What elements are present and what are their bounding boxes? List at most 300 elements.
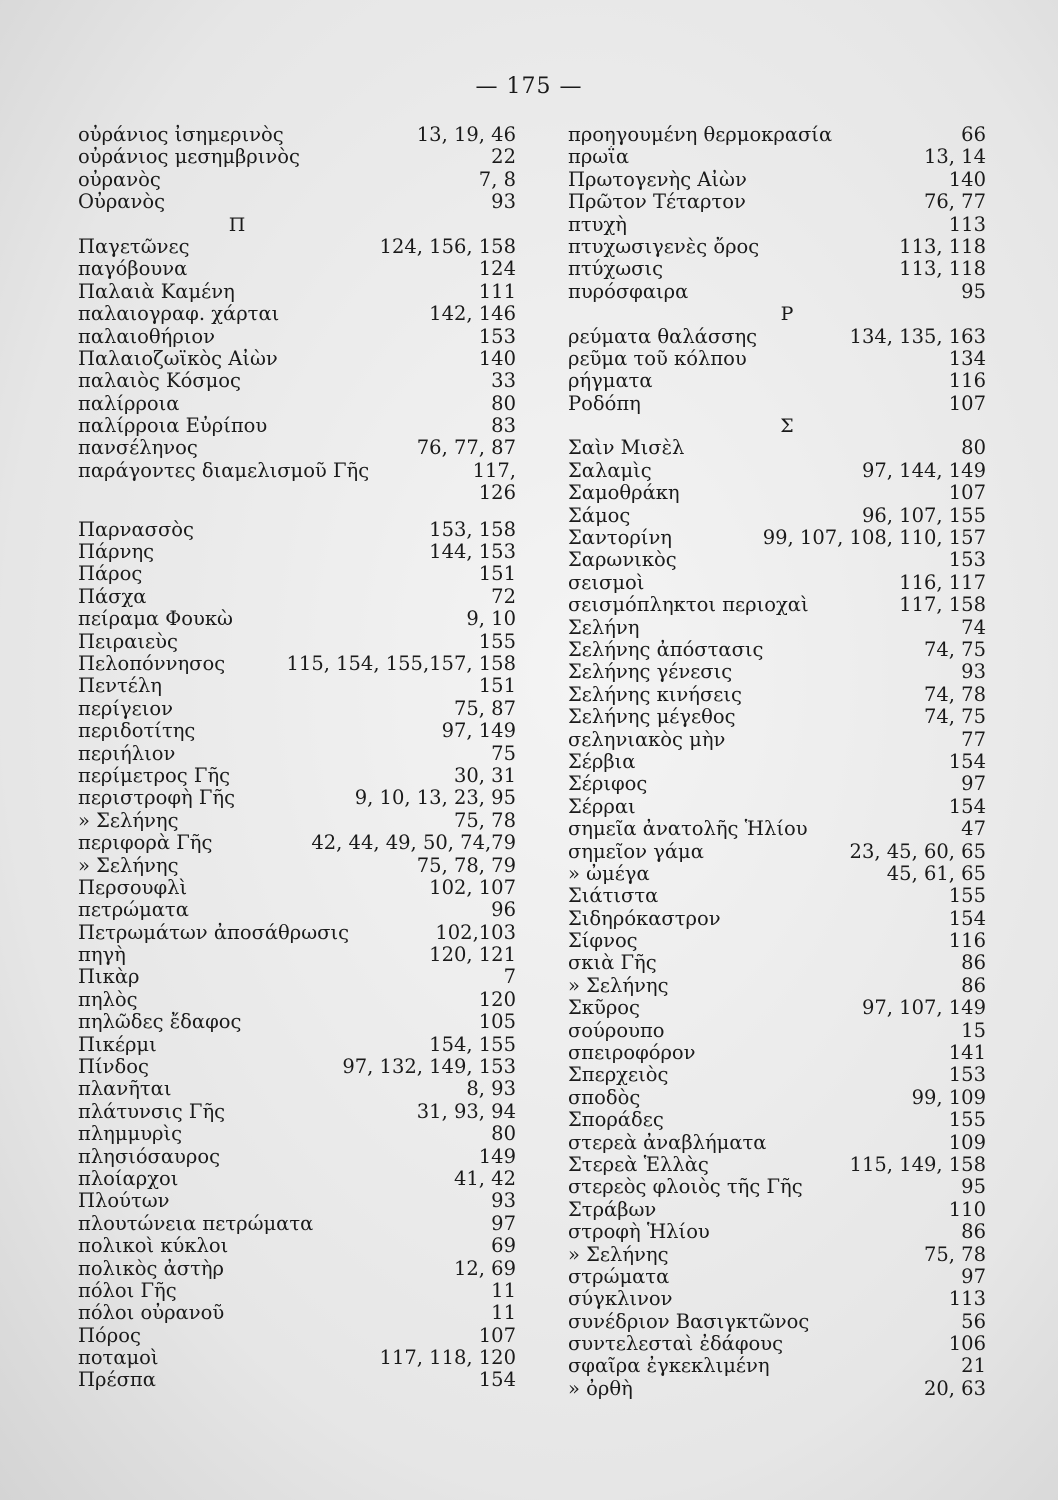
page-references: 107 <box>948 391 986 415</box>
index-entry <box>78 1235 516 1257</box>
index-term: Σιάτιστα <box>568 885 659 908</box>
index-term: σημεῖα ἀνατολῆς Ἡλίου <box>568 818 808 841</box>
index-term: Πρέσπα <box>78 1369 156 1392</box>
index-entry <box>568 1266 986 1288</box>
page-references: 105 <box>478 1010 516 1034</box>
index-entry <box>568 326 986 348</box>
page-references: 12, 69 <box>453 1256 516 1280</box>
page-references: 75, 87 <box>453 696 516 720</box>
index-entry <box>568 997 986 1019</box>
page-references: 134 <box>948 346 986 370</box>
index-term: πυρόσφαιρα <box>568 280 689 303</box>
page-references: 11 <box>491 1278 516 1302</box>
page-references: 120 <box>478 987 516 1011</box>
index-entry <box>78 1146 516 1168</box>
page-references: 86 <box>961 1220 986 1244</box>
page-references: 154 <box>948 906 986 930</box>
index-term: Πάρος <box>78 563 143 586</box>
index-entry <box>78 1325 516 1347</box>
index-term: παλαιογραφ. χάρται <box>78 303 280 326</box>
page-references: 33 <box>491 369 516 393</box>
page-references: 102,103 <box>435 920 516 944</box>
index-entry <box>568 1109 986 1131</box>
index-entry <box>78 541 516 563</box>
page-references: 9, 10, 13, 23, 95 <box>354 786 516 810</box>
index-column-left <box>78 124 516 1392</box>
page-references: 115, 149, 158 <box>849 1152 986 1176</box>
index-term: στερεὰ ἀναβλήματα <box>568 1131 767 1154</box>
page-references: 113 <box>948 1287 986 1311</box>
page-references: 47 <box>961 817 986 841</box>
index-entry <box>78 460 516 482</box>
index-term: Σίφνος <box>568 930 638 953</box>
page-references: 115, 154, 155,157, 158 <box>286 651 516 675</box>
index-term: περίμετρος Γῆς <box>78 764 231 787</box>
index-term: πλοίαρχοι <box>78 1167 179 1190</box>
page-references: 23, 45, 60, 65 <box>849 839 986 863</box>
page-references: 86 <box>961 973 986 997</box>
page-references: 113, 118 <box>899 257 986 281</box>
index-term: περίγειον <box>78 697 174 720</box>
index-term: πτυχὴ <box>568 213 627 236</box>
page-references: 97 <box>961 772 986 796</box>
page-references: 42, 44, 49, 50, 74,79 <box>311 831 516 855</box>
index-entry <box>78 124 516 146</box>
page-references: 11 <box>491 1301 516 1325</box>
index-term: οὐράνιος μεσημβρινὸς <box>78 146 300 169</box>
index-entry <box>568 169 986 191</box>
index-entry <box>78 258 516 280</box>
page-references: 117, 158 <box>899 593 986 617</box>
index-term: σύγκλινον <box>568 1288 673 1311</box>
index-entry <box>568 661 986 683</box>
index-term: σεληνιακὸς μὴν <box>568 728 726 751</box>
page-references: 9, 10 <box>466 607 516 631</box>
index-term: Πόρος <box>78 1324 141 1347</box>
page-references: 30, 31 <box>453 763 516 787</box>
index-entry <box>78 1280 516 1302</box>
page-references: 120, 121 <box>429 943 516 967</box>
index-term: » Σελήνης <box>568 1243 669 1266</box>
page-references: 80 <box>491 1122 516 1146</box>
page-references: 77 <box>961 727 986 751</box>
index-term: Σαρωνικὸς <box>568 549 677 572</box>
page-references: 20, 63 <box>923 1376 986 1400</box>
page-references: 144, 153 <box>429 540 516 564</box>
page-references: 80 <box>491 391 516 415</box>
index-term: Σάμος <box>568 504 631 527</box>
index-entry <box>568 841 986 863</box>
index-entry <box>78 653 516 675</box>
index-entry <box>78 326 516 348</box>
index-entry <box>78 437 516 459</box>
index-entry <box>78 743 516 765</box>
index-term: σημεῖον γάμα <box>568 840 704 863</box>
index-term: στερεὸς φλοιὸς τῆς Γῆς <box>568 1176 803 1199</box>
page-references: 113, 118 <box>899 234 986 258</box>
index-term: πανσέληνος <box>78 437 198 460</box>
index-entry <box>568 684 986 706</box>
index-entry <box>78 415 516 437</box>
index-entry <box>78 191 516 213</box>
index-entry <box>78 1078 516 1100</box>
page-references: 97, 132, 149, 153 <box>342 1055 516 1079</box>
index-term: σποδὸς <box>568 1086 641 1109</box>
index-column-right <box>568 124 986 1400</box>
page-references: 110 <box>948 1197 986 1221</box>
index-entry <box>568 617 986 639</box>
index-term: στροφὴ Ἡλίου <box>568 1221 710 1244</box>
index-term: πολικὸς ἀστὴρ <box>78 1257 225 1280</box>
index-entry <box>78 1190 516 1212</box>
page-number: — 175 — <box>475 74 583 99</box>
index-term: Σέρραι <box>568 795 636 818</box>
index-entry <box>568 527 986 549</box>
page-references: 7 <box>503 965 516 989</box>
page-references: 41, 42 <box>453 1166 516 1190</box>
index-term: οὐρανὸς <box>78 168 161 191</box>
index-term: Σαὶν Μισὲλ <box>568 437 685 460</box>
index-entry <box>568 1132 986 1154</box>
page-references: 22 <box>491 145 516 169</box>
index-entry <box>568 1378 986 1400</box>
page-references: 116, 117 <box>899 570 986 594</box>
page-references: 66 <box>961 123 986 146</box>
page-references: 83 <box>491 414 516 438</box>
index-entry <box>568 258 986 280</box>
index-term: Σαμοθράκη <box>568 482 680 505</box>
index-entry <box>568 1244 986 1266</box>
index-term: σεισμοὶ <box>568 571 645 594</box>
index-entry <box>78 281 516 303</box>
index-term: οὐράνιος ἰσημερινὸς <box>78 124 284 146</box>
index-term: Παλαιὰ Καμένη <box>78 280 235 303</box>
page-references: 93 <box>491 1189 516 1213</box>
index-entry <box>78 698 516 720</box>
index-term: σούρουπο <box>568 1019 665 1042</box>
index-term: » ὠμέγα <box>568 862 650 885</box>
index-entry <box>568 885 986 907</box>
index-term: Σπερχειὸς <box>568 1064 669 1087</box>
index-entry <box>78 720 516 742</box>
page-references: 153 <box>478 324 516 348</box>
index-term: πολικοὶ κύκλοι <box>78 1235 229 1258</box>
index-entry <box>78 519 516 541</box>
index-term: σφαῖρα ἐγκεκλιμένη <box>568 1355 770 1378</box>
page-references: 154 <box>478 1368 516 1392</box>
index-entry <box>568 1087 986 1109</box>
index-entry <box>78 1011 516 1033</box>
page-references: 116 <box>948 369 986 393</box>
index-entry <box>78 1123 516 1145</box>
index-term: Παγετῶνες <box>78 235 190 258</box>
index-term: Σαντορίνη <box>568 527 672 550</box>
page-references: 96, 107, 155 <box>861 503 986 527</box>
page-references: 7, 8 <box>478 167 516 191</box>
index-term: παγόβουνα <box>78 258 188 281</box>
page-references: 76, 77, 87 <box>416 436 516 460</box>
page-references: 13, 14 <box>923 145 986 169</box>
index-entry <box>568 706 986 728</box>
index-term: πλημμυρὶς <box>78 1123 183 1146</box>
index-entry <box>568 549 986 571</box>
index-term: » ὀρθὴ <box>568 1377 633 1400</box>
page-references: 124, 156, 158 <box>379 234 516 258</box>
page-references: 21 <box>961 1354 986 1378</box>
section-letter: Ρ <box>780 303 794 326</box>
index-entry <box>78 832 516 854</box>
index-entry <box>568 1154 986 1176</box>
index-term: Περσουφλὶ <box>78 876 188 899</box>
page-references: 107 <box>948 481 986 505</box>
index-entry <box>78 1168 516 1190</box>
page-references: 126 <box>478 481 516 505</box>
page-references: 76, 77 <box>923 190 986 214</box>
index-term: Σελήνης κινήσεις <box>568 683 742 706</box>
page-references: 134, 135, 163 <box>849 324 986 348</box>
index-term: Σελήνης ἀπόστασις <box>568 638 764 661</box>
index-term: Πάσχα <box>78 585 147 608</box>
index-entry <box>568 214 986 236</box>
page-references: 8, 93 <box>466 1077 516 1101</box>
index-entry <box>568 505 986 527</box>
page-references: 97 <box>961 1264 986 1288</box>
page-references: 149 <box>478 1144 516 1168</box>
page-references: 75 <box>491 741 516 765</box>
index-term: Πίνδος <box>78 1056 149 1079</box>
index-term: στρώματα <box>568 1265 670 1288</box>
page-references: 97, 107, 149 <box>861 996 986 1020</box>
index-term: πόλοι Γῆς <box>78 1279 177 1302</box>
index-term: Σαλαμὶς <box>568 459 652 482</box>
page-references: 151 <box>478 674 516 698</box>
page-references: 56 <box>961 1309 986 1333</box>
index-term: παλίρροια Εὐρίπου <box>78 415 268 438</box>
index-entry <box>568 1042 986 1064</box>
page-references: 117, 118, 120 <box>379 1346 516 1370</box>
page-references: 75, 78, 79 <box>416 853 516 877</box>
page-references: 155 <box>948 1108 986 1132</box>
index-term: περιήλιον <box>78 742 176 765</box>
page-references: 13, 19, 46 <box>416 123 516 146</box>
index-entry <box>568 751 986 773</box>
page-references: 74 <box>961 615 986 639</box>
index-term: πείραμα Φουκὼ <box>78 608 233 631</box>
index-entry <box>568 191 986 213</box>
index-entry <box>78 966 516 988</box>
index-entry <box>568 594 986 616</box>
index-term: Στράβων <box>568 1198 657 1221</box>
index-term: Πικὰρ <box>78 966 140 989</box>
index-term: πηλὸς <box>78 988 138 1011</box>
index-term: πλάτυνσις Γῆς <box>78 1100 226 1123</box>
index-entry <box>78 586 516 608</box>
page-references: 102, 107 <box>429 875 516 899</box>
index-term: Σέρβια <box>568 750 636 773</box>
index-entry <box>78 899 516 921</box>
page-references: 80 <box>961 436 986 460</box>
index-entry <box>78 1258 516 1280</box>
page-references: 45, 61, 65 <box>886 861 986 885</box>
page-references: 106 <box>948 1332 986 1356</box>
index-entry <box>568 124 986 146</box>
index-entry <box>78 810 516 832</box>
page-references: 142, 146 <box>429 302 516 326</box>
index-term: ποταμοὶ <box>78 1347 159 1370</box>
index-entry <box>568 639 986 661</box>
index-term: Σκῦρος <box>568 997 640 1020</box>
index-entry <box>568 437 986 459</box>
index-term: πλουτώνεια πετρώματα <box>78 1212 314 1235</box>
index-entry <box>568 1020 986 1042</box>
index-term: προηγουμένη θερμοκρασία <box>568 124 833 146</box>
index-entry <box>568 1333 986 1355</box>
index-term: σπειροφόρον <box>568 1042 696 1065</box>
index-entry <box>78 765 516 787</box>
index-entry <box>568 370 986 392</box>
index-entry <box>78 370 516 392</box>
index-entry <box>78 922 516 944</box>
index-entry <box>568 1176 986 1198</box>
page-references: 75, 78 <box>923 1242 986 1266</box>
index-term: περιφορὰ Γῆς <box>78 832 213 855</box>
index-term: Οὐρανὸς <box>78 191 165 214</box>
index-entry <box>568 1311 986 1333</box>
page-references: 153 <box>948 548 986 572</box>
index-term: Σελήνη <box>568 616 640 639</box>
index-term: Σποράδες <box>568 1109 664 1132</box>
index-term: παλαιὸς Κόσμος <box>78 370 241 393</box>
index-term: Πλούτων <box>78 1190 170 1213</box>
index-term: Σελήνης μέγεθος <box>568 706 736 729</box>
index-term: Πάρνης <box>78 541 155 564</box>
index-term: πηγὴ <box>78 944 126 967</box>
index-entry <box>568 1355 986 1377</box>
section-letter: Π <box>228 213 246 236</box>
section-letter: Σ <box>780 415 794 438</box>
index-term: Πεντέλη <box>78 675 162 698</box>
index-entry <box>568 146 986 168</box>
index-entry <box>78 146 516 168</box>
index-entry <box>78 303 516 325</box>
page-references: 153 <box>948 1063 986 1087</box>
index-term: » Σελήνης <box>78 809 179 832</box>
index-entry <box>78 1302 516 1324</box>
index-term: Σελήνης γένεσις <box>568 661 733 684</box>
index-entry <box>568 460 986 482</box>
index-entry <box>78 1101 516 1123</box>
page-references: 74, 78 <box>923 682 986 706</box>
index-entry <box>568 348 986 370</box>
page-references: 97 <box>491 1211 516 1235</box>
index-term: Σέριφος <box>568 773 648 796</box>
page-references: 154 <box>948 749 986 773</box>
index-entry <box>78 944 516 966</box>
index-term: πλησιόσαυρος <box>78 1145 221 1168</box>
index-entry <box>78 989 516 1011</box>
index-entry <box>568 952 986 974</box>
index-term: πρωΐα <box>568 146 629 169</box>
page-references: 124 <box>478 257 516 281</box>
index-entry <box>78 348 516 370</box>
index-entry <box>568 281 986 303</box>
page-references: 116 <box>948 929 986 953</box>
index-term: πτυχωσιγενὲς ὄρος <box>568 235 760 258</box>
page-references: 155 <box>948 884 986 908</box>
index-entry <box>78 675 516 697</box>
spacer <box>78 505 516 519</box>
page-references: 151 <box>478 562 516 586</box>
index-entry <box>568 930 986 952</box>
page-references: 140 <box>478 346 516 370</box>
index-entry <box>78 1369 516 1391</box>
index-term: Πελοπόννησος <box>78 652 226 675</box>
page-references: 31, 93, 94 <box>416 1099 516 1123</box>
index-entry <box>568 863 986 885</box>
index-entry <box>78 877 516 899</box>
index-entry <box>568 729 986 751</box>
page-references: 140 <box>948 167 986 191</box>
index-entry <box>78 1056 516 1078</box>
index-entry <box>78 1347 516 1369</box>
index-term: πετρώματα <box>78 899 189 922</box>
page-references: 99, 107, 108, 110, 157 <box>762 526 986 550</box>
index-entry <box>78 169 516 191</box>
index-entry <box>568 1288 986 1310</box>
page-references: 153, 158 <box>429 517 516 541</box>
index-entry <box>78 787 516 809</box>
index-term: παράγοντες διαμελισμοῦ Γῆς <box>78 459 370 482</box>
page-references: 107 <box>478 1323 516 1347</box>
index-term: ρεῦμα τοῦ κόλπου <box>568 347 747 370</box>
page-references: 141 <box>948 1041 986 1065</box>
index-term: σκιὰ Γῆς <box>568 952 657 975</box>
index-entry <box>568 393 986 415</box>
page-references: 74, 75 <box>923 705 986 729</box>
index-term: Παρνασσὸς <box>78 518 194 541</box>
index-term: Πετρωμάτων ἀποσάθρωσις <box>78 921 350 944</box>
index-entry <box>568 1221 986 1243</box>
page-references: 15 <box>961 1018 986 1042</box>
page-references: 99, 109 <box>911 1085 986 1109</box>
index-term: Πρῶτον Τέταρτον <box>568 191 746 214</box>
index-entry <box>78 855 516 877</box>
index-entry <box>568 796 986 818</box>
page-references: 113 <box>948 212 986 236</box>
index-term: συντελεσταὶ ἐδάφους <box>568 1333 784 1356</box>
index-term: περιδοτίτης <box>78 720 196 743</box>
index-term: πηλῶδες ἔδαφος <box>78 1011 242 1034</box>
index-term: περιστροφὴ Γῆς <box>78 787 235 810</box>
index-term: παλαιοθήριον <box>78 325 216 348</box>
index-term: Στερεὰ Ἑλλὰς <box>568 1153 709 1176</box>
index-entry <box>568 482 986 504</box>
index-entry <box>568 236 986 258</box>
page-references: 109 <box>948 1130 986 1154</box>
index-entry <box>78 393 516 415</box>
page-references: 111 <box>478 279 516 303</box>
index-entry <box>78 1213 516 1235</box>
index-term: πόλοι οὐρανοῦ <box>78 1302 225 1325</box>
index-term: » Σελήνης <box>78 854 179 877</box>
index-term: ρήγματα <box>568 370 653 393</box>
index-entry <box>78 236 516 258</box>
index-term: συνέδριον Βασιγκτῶνος <box>568 1310 810 1333</box>
page-references: 75, 78 <box>453 808 516 832</box>
index-term: Ροδόπη <box>568 392 641 415</box>
page-references: 93 <box>961 660 986 684</box>
index-entry <box>568 572 986 594</box>
